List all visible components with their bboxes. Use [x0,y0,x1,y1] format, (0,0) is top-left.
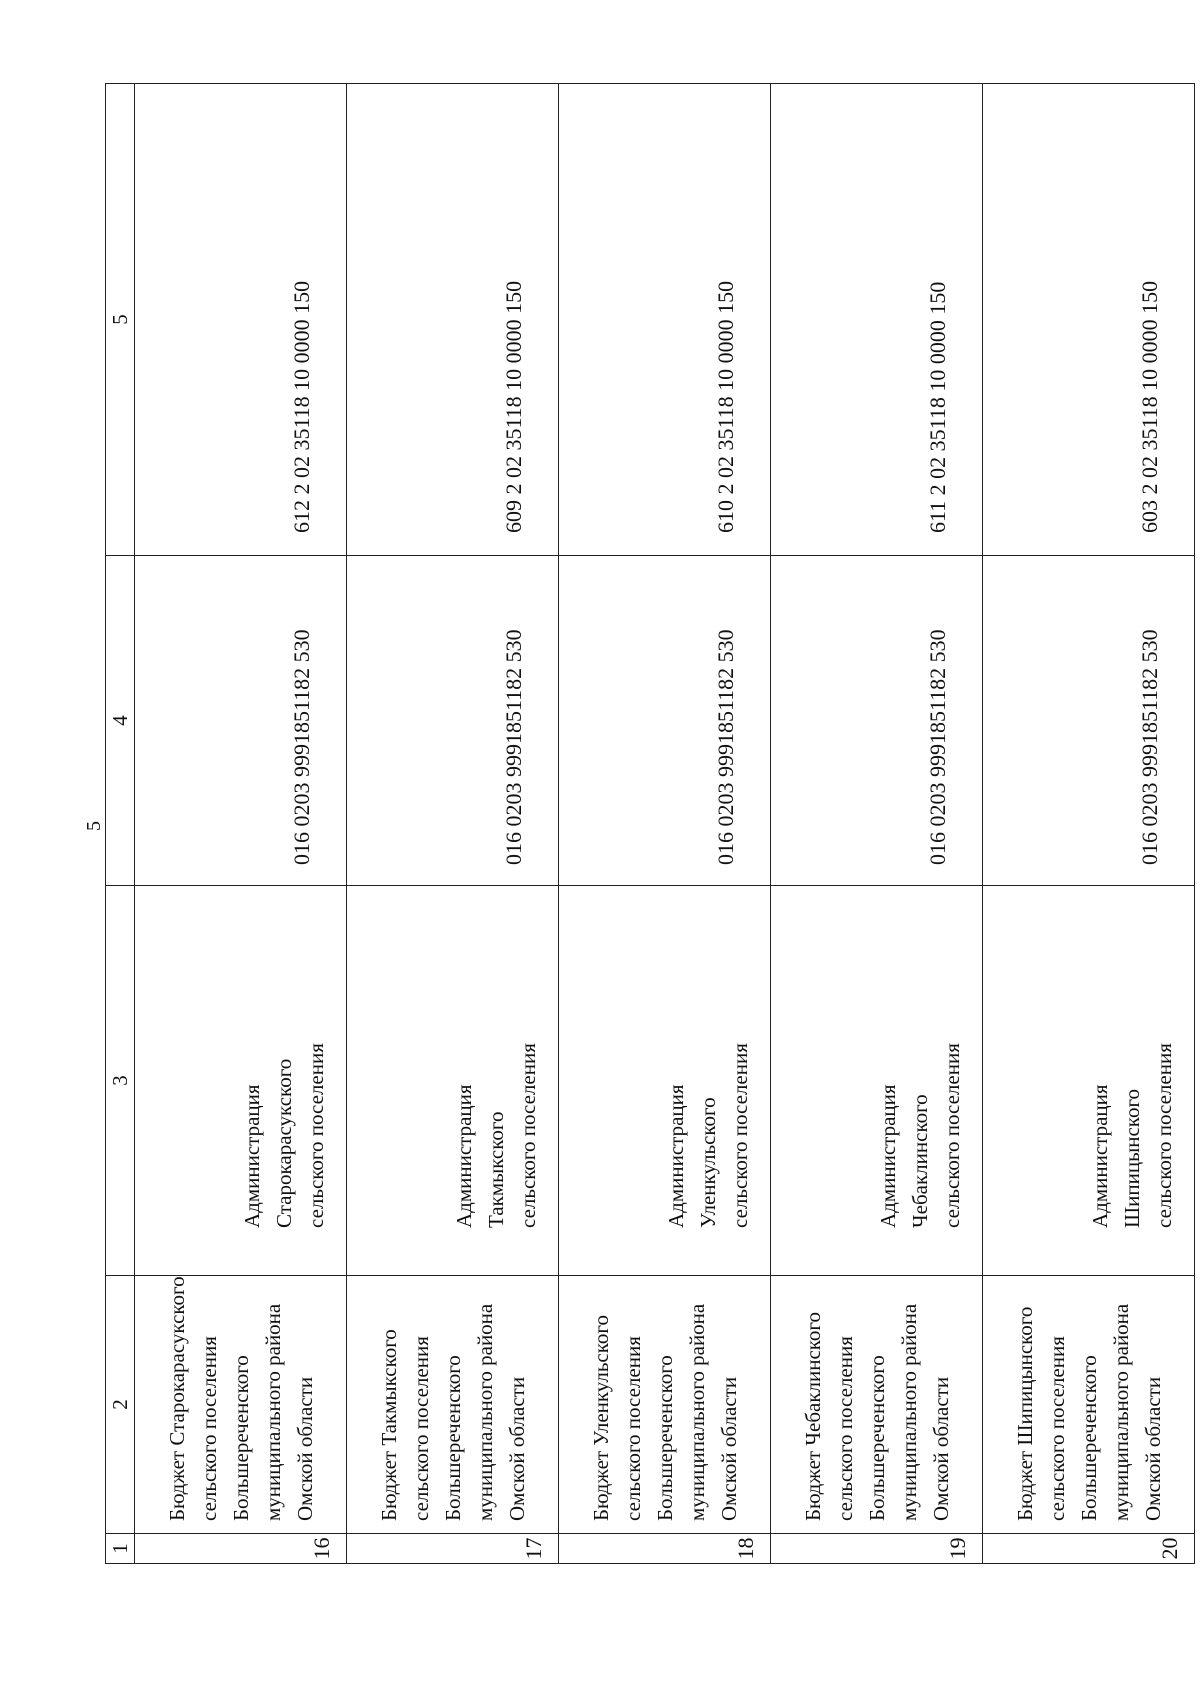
expense-code-cell: 016 0203 9991851182 530 [771,556,983,886]
row-number: 18 [559,1534,771,1564]
admin-line: сельского поселения [1152,1043,1176,1228]
header-row [106,84,135,1564]
budget-line: муниципального района [260,1303,285,1521]
budget-cell [347,1276,559,1534]
budget-line: сельского поселения [620,1336,645,1521]
expense-code-cell: 016 0203 9991851182 530 [559,556,771,886]
budget-cell [983,1276,1195,1534]
budget-line: Бюджет Уленкульского [588,1315,613,1521]
revenue-code-cell: 610 2 02 35118 10 0000 150 [559,84,771,556]
column-header: 4 [106,556,135,886]
expense-code-cell: 016 0203 9991851182 530 [347,556,559,886]
budget-line: сельского поселения [408,1336,433,1521]
admin-line: Такмыкского [484,1111,508,1228]
admin-line: Администрация [1088,1084,1112,1228]
page-number: 5 [83,821,105,831]
admin-line: Уленкульского [696,1097,720,1228]
admin-line: Администрация [664,1084,688,1228]
table-row [983,84,1195,1564]
budget-line: Омской области [928,1376,953,1521]
budget-line: Большереченского [440,1355,465,1521]
budget-cell [135,1276,347,1534]
revenue-code-cell: 611 2 02 35118 10 0000 150 [771,84,983,556]
budget-cell [559,1276,771,1534]
table-row [559,84,771,1564]
expense-code-cell: 016 0203 9991851182 530 [135,556,347,886]
admin-line: Шипицынского [1120,1088,1144,1228]
admin-cell [559,886,771,1276]
admin-line: сельского поселения [940,1043,964,1228]
budget-line: Большереченского [1076,1355,1101,1521]
budget-line: Омской области [716,1376,741,1521]
budget-line: Большереченского [228,1355,253,1521]
row-number: 16 [135,1534,347,1564]
admin-line: Чебаклинского [908,1094,932,1228]
budget-line: Омской области [1140,1376,1165,1521]
revenue-code-cell: 612 2 02 35118 10 0000 150 [135,84,347,556]
budget-line: Бюджет Старокарасукского [164,1276,189,1521]
budget-line: муниципального района [896,1303,921,1521]
table-row [347,84,559,1564]
row-number: 20 [983,1534,1195,1564]
budget-line: Бюджет Шипицынского [1012,1306,1037,1521]
column-header: 1 [106,1534,135,1564]
budget-cell [771,1276,983,1534]
admin-line: Администрация [876,1084,900,1228]
admin-line: сельского поселения [728,1043,752,1228]
budget-line: сельского поселения [1044,1336,1069,1521]
row-number: 19 [771,1534,983,1564]
budget-line: муниципального района [684,1303,709,1521]
budget-line: Бюджет Чебаклинского [800,1311,825,1521]
column-header: 5 [106,84,135,556]
revenue-code-cell: 603 2 02 35118 10 0000 150 [983,84,1195,556]
table-row [771,84,983,1564]
admin-line: Администрация [452,1084,476,1228]
column-header: 2 [106,1276,135,1534]
budget-line: сельского поселения [196,1336,221,1521]
table-row [135,84,347,1564]
budget-line: сельского поселения [832,1336,857,1521]
admin-cell [135,886,347,1276]
budget-line: Большереченского [652,1355,677,1521]
row-number: 17 [347,1534,559,1564]
column-header: 3 [106,886,135,1276]
budget-line: Бюджет Такмыкского [376,1329,401,1521]
admin-line: сельского поселения [516,1043,540,1228]
budget-table [105,83,1195,1564]
admin-cell [347,886,559,1276]
budget-line: Омской области [504,1376,529,1521]
admin-cell [983,886,1195,1276]
expense-code-cell: 016 0203 9991851182 530 [983,556,1195,886]
admin-line: сельского поселения [304,1043,328,1228]
budget-line: муниципального района [472,1303,497,1521]
budget-line: Большереченского [864,1355,889,1521]
budget-line: муниципального района [1108,1303,1133,1521]
admin-line: Старокарасукского [272,1058,296,1228]
budget-line: Омской области [292,1376,317,1521]
admin-cell [771,886,983,1276]
admin-line: Администрация [240,1084,264,1228]
rotated-sheet [105,84,1182,1564]
revenue-code-cell: 609 2 02 35118 10 0000 150 [347,84,559,556]
